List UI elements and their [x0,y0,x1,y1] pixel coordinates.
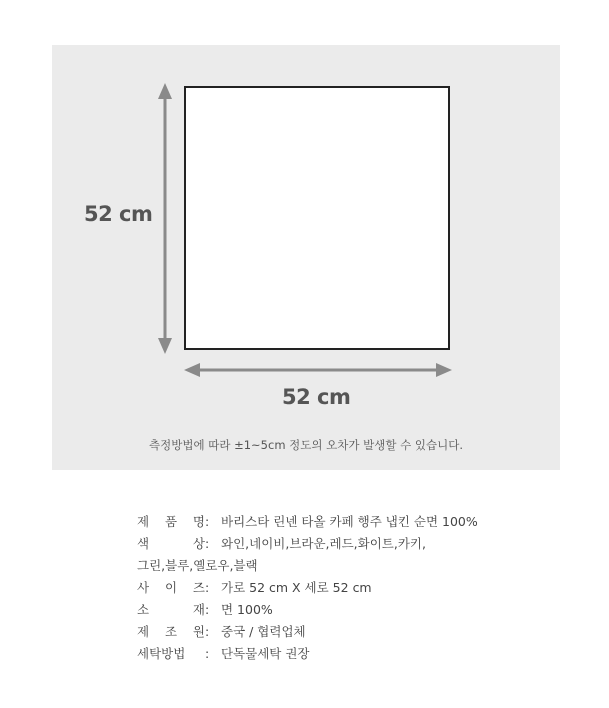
height-arrow-top-head [158,83,172,99]
spec-key: 사 이 즈 [137,580,205,595]
product-spec-list [137,511,478,665]
measurement-note: 측정방법에 따라 ±1~5cm 정도의 오차가 발생할 수 있습니다. [149,438,463,452]
spec-value: 단독물세탁 권장 [221,646,310,661]
spec-row-size: 사 이 즈 : 가로 52 cm X 세로 52 cm [137,577,478,599]
towel-outline [184,86,450,350]
width-label: 52 cm [282,385,351,409]
width-arrow-right-head [436,363,452,377]
spec-key: 제 조 원 [137,624,205,639]
spec-value: 와인,네이비,브라운,레드,화이트,카키, [221,536,426,551]
spec-value: 중국 / 협력업체 [221,624,306,639]
height-arrow-bottom-head [158,338,172,354]
height-label: 52 cm [84,202,153,226]
spec-row-washing: 세탁방법 : 단독물세탁 권장 [137,643,478,665]
spec-value: 가로 52 cm X 세로 52 cm [221,580,372,595]
product-size-diagram [52,45,560,470]
width-arrow-left-head [184,363,200,377]
spec-value: 면 100% [221,602,273,617]
spec-key: 제 품 명 [137,514,205,529]
spec-key: 색 상 [137,536,205,551]
spec-value: 바리스타 린넨 타올 카페 행주 냅킨 순면 100% [221,514,478,529]
spec-value-continued: 그린,블루,옐로우,블랙 [137,558,258,573]
spec-row-color: 색 상 : 와인,네이비,브라운,레드,화이트,카키, [137,533,478,555]
spec-row-origin: 제 조 원 : 중국 / 협력업체 [137,621,478,643]
spec-row-name: 제 품 명 : 바리스타 린넨 타올 카페 행주 냅킨 순면 100% [137,511,478,533]
spec-key: 소 재 [137,602,205,617]
spec-row-material: 소 재 : 면 100% [137,599,478,621]
spec-key: 세탁방법 [137,646,186,661]
